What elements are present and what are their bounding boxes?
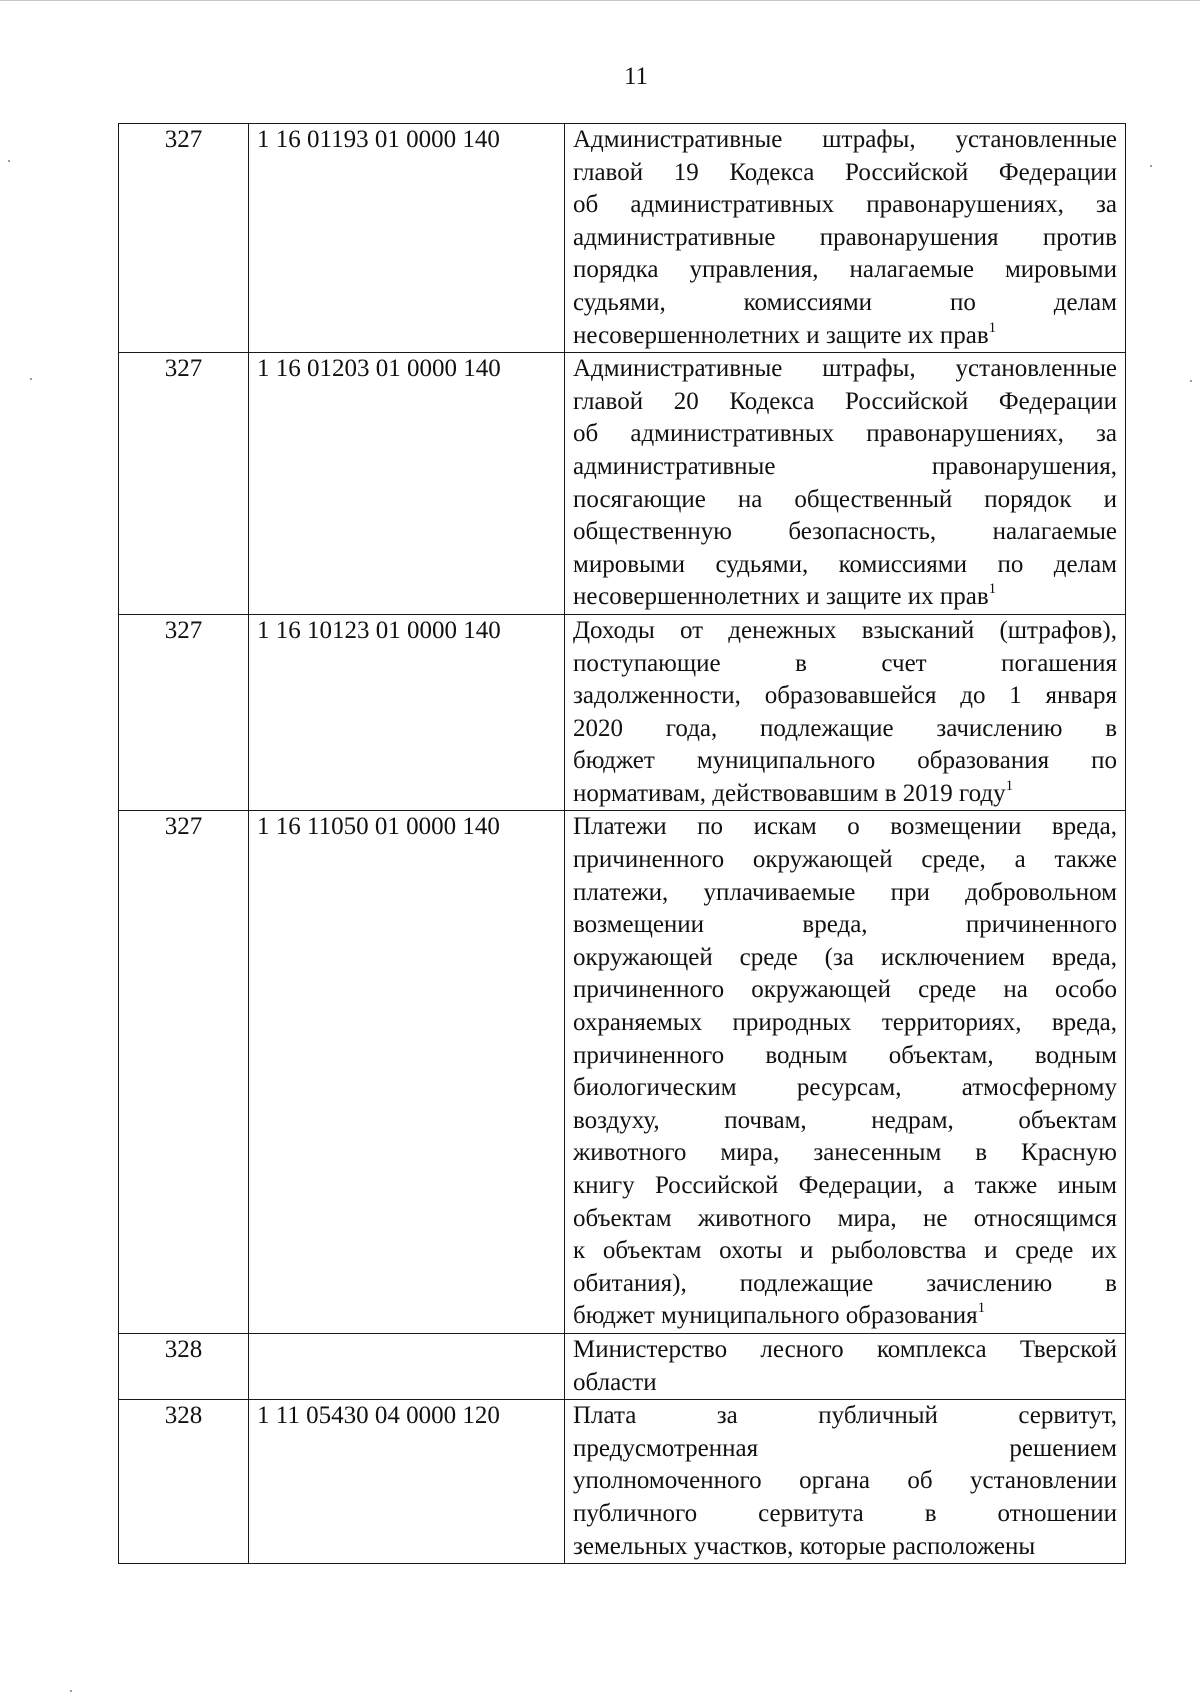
scan-dot (1150, 165, 1152, 167)
row-number-cell: 328 (119, 1400, 249, 1564)
description-line: несовершеннолетних и защите их прав (573, 583, 989, 611)
description-line: главой 20 Кодекса Российской Федерации (573, 387, 1117, 415)
description-cell (565, 811, 1126, 1334)
footnote-marker: 1 (988, 319, 997, 336)
description-line: причиненного окружающей среде, а также (573, 846, 1117, 874)
description-line: общественную безопасность, налагаемые (573, 518, 1117, 546)
description-last-line (573, 778, 1117, 811)
description-line: задолженности, образовавшейся до 1 января (573, 682, 1117, 710)
scan-dot (70, 1690, 72, 1692)
description-line: возмещении вреда, причиненного (573, 911, 1117, 939)
description-line: платежи, уплачиваемые при добровольном (573, 878, 1117, 906)
description-line: главой 19 Кодекса Российской Федерации (573, 158, 1117, 186)
table-row (119, 1333, 1126, 1399)
description-line: окружающей среде (за исключением вреда, (573, 943, 1117, 971)
description-line: уполномоченного органа об установлении (573, 1467, 1117, 1495)
description-line: Административные штрафы, установленные (573, 355, 1117, 383)
description-line: несовершеннолетних и защите их прав (573, 321, 989, 349)
description-line: биологическим ресурсам, атмосферному (573, 1074, 1117, 1102)
budget-codes-table (118, 123, 1126, 1564)
scan-border-top (0, 0, 1200, 1)
description-line: воздуху, почвам, недрам, объектам (573, 1106, 1117, 1134)
description-line: бюджет муниципального образования по (573, 747, 1117, 775)
budget-code-cell: 1 16 01203 01 0000 140 (249, 353, 565, 615)
description-line: книгу Российской Федерации, а также иным (573, 1172, 1117, 1199)
description-line: об административных правонарушениях, за (573, 420, 1117, 448)
scan-dot (1190, 380, 1192, 382)
description-line: поступающие в счет погашения (573, 649, 1117, 677)
description-line: животного мира, занесенным в Красную (573, 1139, 1117, 1167)
row-number-cell: 327 (119, 353, 249, 615)
description-line: Министерство лесного комплекса Тверской (573, 1335, 1117, 1363)
budget-code-cell: 1 16 11050 01 0000 140 (249, 811, 565, 1334)
row-number-cell: 327 (119, 811, 249, 1334)
description-cell (565, 124, 1126, 353)
description-line: земельных участков, которые расположены (573, 1532, 1036, 1560)
budget-code-cell: 1 16 10123 01 0000 140 (249, 614, 565, 811)
description-line: причиненного водным объектам, водным (573, 1041, 1117, 1069)
description-cell (565, 614, 1126, 811)
budget-code-cell: 1 11 05430 04 0000 120 (249, 1400, 565, 1564)
budget-code-cell: 1 16 01193 01 0000 140 (249, 124, 565, 353)
table-row (119, 811, 1126, 1334)
description-line: области (573, 1368, 657, 1396)
description-line: об административных правонарушениях, за (573, 191, 1117, 219)
page-number: 11 (623, 63, 649, 90)
description-line: Платежи по искам о возмещении вреда, (573, 813, 1117, 841)
budget-code-cell (249, 1333, 565, 1399)
description-last-line (573, 1300, 1117, 1333)
scan-dot (8, 160, 10, 162)
description-line: причиненного окружающей среде на особо (573, 976, 1117, 1004)
description-line: судьями, комиссиями по делам (573, 288, 1117, 316)
scan-dot (30, 378, 32, 380)
description-last-line (573, 581, 1117, 614)
table-body (119, 124, 1126, 1564)
description-line: объектам животного мира, не относящимся (573, 1204, 1117, 1232)
footnote-marker: 1 (988, 581, 997, 598)
table-row (119, 614, 1126, 811)
description-line: 2020 года, подлежащие зачислению в (573, 714, 1117, 742)
description-line: обитания), подлежащие зачислению в (573, 1269, 1117, 1297)
description-line: предусмотренная решением (573, 1434, 1117, 1462)
row-number-cell: 328 (119, 1333, 249, 1399)
description-line: бюджет муниципального образования (573, 1302, 978, 1330)
description-line: нормативам, действовавшим в 2019 году (573, 779, 1006, 807)
description-line: административные правонарушения против (573, 223, 1117, 251)
row-number-cell: 327 (119, 124, 249, 353)
description-line: к объектам охоты и рыболовства и среде их (573, 1237, 1117, 1265)
description-line: публичного сервитута в отношении (573, 1499, 1117, 1527)
table-row (119, 1400, 1126, 1564)
description-line: административные правонарушения, (573, 452, 1117, 480)
description-line: Плата за публичный сервитут, (573, 1402, 1117, 1430)
description-last-line (573, 320, 1117, 353)
row-number-cell: 327 (119, 614, 249, 811)
description-line: порядка управления, налагаемые мировыми (573, 256, 1117, 284)
description-cell (565, 353, 1126, 615)
description-line: Административные штрафы, установленные (573, 126, 1117, 153)
description-line: мировыми судьями, комиссиями по делам (573, 550, 1117, 578)
footnote-marker: 1 (1005, 777, 1014, 794)
description-line: посягающие на общественный порядок и (573, 485, 1117, 513)
description-line: охраняемых природных территориях, вреда, (573, 1009, 1117, 1037)
description-line: Доходы от денежных взысканий (штрафов), (573, 616, 1117, 644)
description-cell (565, 1400, 1126, 1564)
description-cell (565, 1333, 1126, 1399)
table-row (119, 124, 1126, 353)
footnote-marker: 1 (977, 1300, 986, 1317)
table-row (119, 353, 1126, 615)
